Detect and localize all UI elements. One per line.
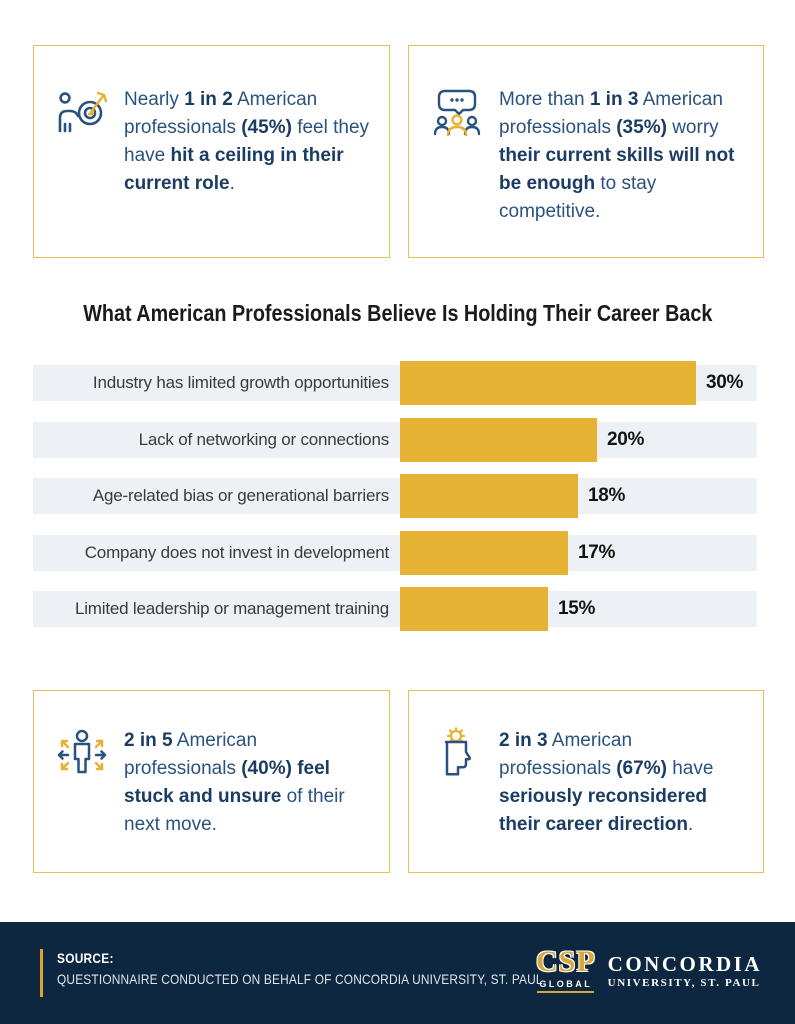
source-text: QUESTIONNAIRE CONDUCTED ON BEHALF OF CONCORDIA UNIVERSITY, ST. PAUL	[57, 971, 543, 987]
chart-row	[33, 418, 757, 462]
stat-card-skills	[408, 45, 764, 258]
target-arrow-icon	[54, 86, 110, 142]
source-label: SOURCE:	[57, 950, 114, 966]
csp-wordmark: CSP	[535, 945, 596, 978]
stat-text: 2 in 5 American professionals (40%) feel stuck and unsure of their next move.	[124, 730, 345, 835]
footer-accent-bar	[40, 949, 43, 997]
value-label: 20%	[607, 429, 645, 450]
chart-row	[33, 531, 757, 575]
team-chat-icon	[429, 86, 485, 142]
person-direction-arrows-icon	[54, 727, 110, 783]
value-bar	[400, 531, 568, 575]
value-bar	[400, 474, 578, 518]
chart-title: What American Professionals Believe Is Holding Their Career Back	[82, 300, 713, 326]
value-bar	[400, 418, 597, 462]
stat-card-ceiling	[33, 45, 390, 258]
category-label: Company does not invest in development	[84, 543, 389, 562]
category-label: Industry has limited growth opportunities	[92, 373, 389, 392]
stat-card-stuck	[33, 690, 390, 873]
category-label: Limited leadership or management training	[74, 599, 389, 618]
bar-chart	[33, 361, 757, 635]
category-label: Age-related bias or generational barriers	[92, 486, 389, 505]
chart-title-wrap	[0, 300, 795, 327]
value-label: 30%	[706, 372, 744, 393]
footer	[0, 922, 795, 1024]
value-bar	[400, 587, 548, 631]
csp-global-label: GLOBAL	[537, 979, 594, 993]
head-gear-icon	[429, 727, 485, 783]
stat-card-reconsider	[408, 690, 764, 873]
csp-concordia-logo	[535, 945, 762, 993]
stat-text: 2 in 3 American professionals (67%) have seriously reconsidered their career direction.	[499, 730, 714, 835]
chart-row	[33, 587, 757, 631]
value-label: 15%	[558, 598, 596, 619]
concordia-wordmark	[608, 953, 762, 989]
stat-text: Nearly 1 in 2 American professionals (45%) feel they have hit a ceiling in their current role.	[124, 89, 370, 194]
chart-row	[33, 361, 757, 405]
chart-row	[33, 474, 757, 518]
value-bar	[400, 361, 696, 405]
value-label: 17%	[578, 542, 616, 563]
value-label: 18%	[588, 485, 626, 506]
concordia-name: CONCORDIA	[607, 951, 762, 976]
concordia-subname: UNIVERSITY, ST. PAUL	[607, 976, 761, 989]
category-label: Lack of networking or connections	[138, 430, 389, 449]
csp-global-mark	[535, 945, 596, 993]
stat-text: More than 1 in 3 American professionals (35%) worry their current skills will not be enough to stay competitive.	[499, 89, 735, 222]
